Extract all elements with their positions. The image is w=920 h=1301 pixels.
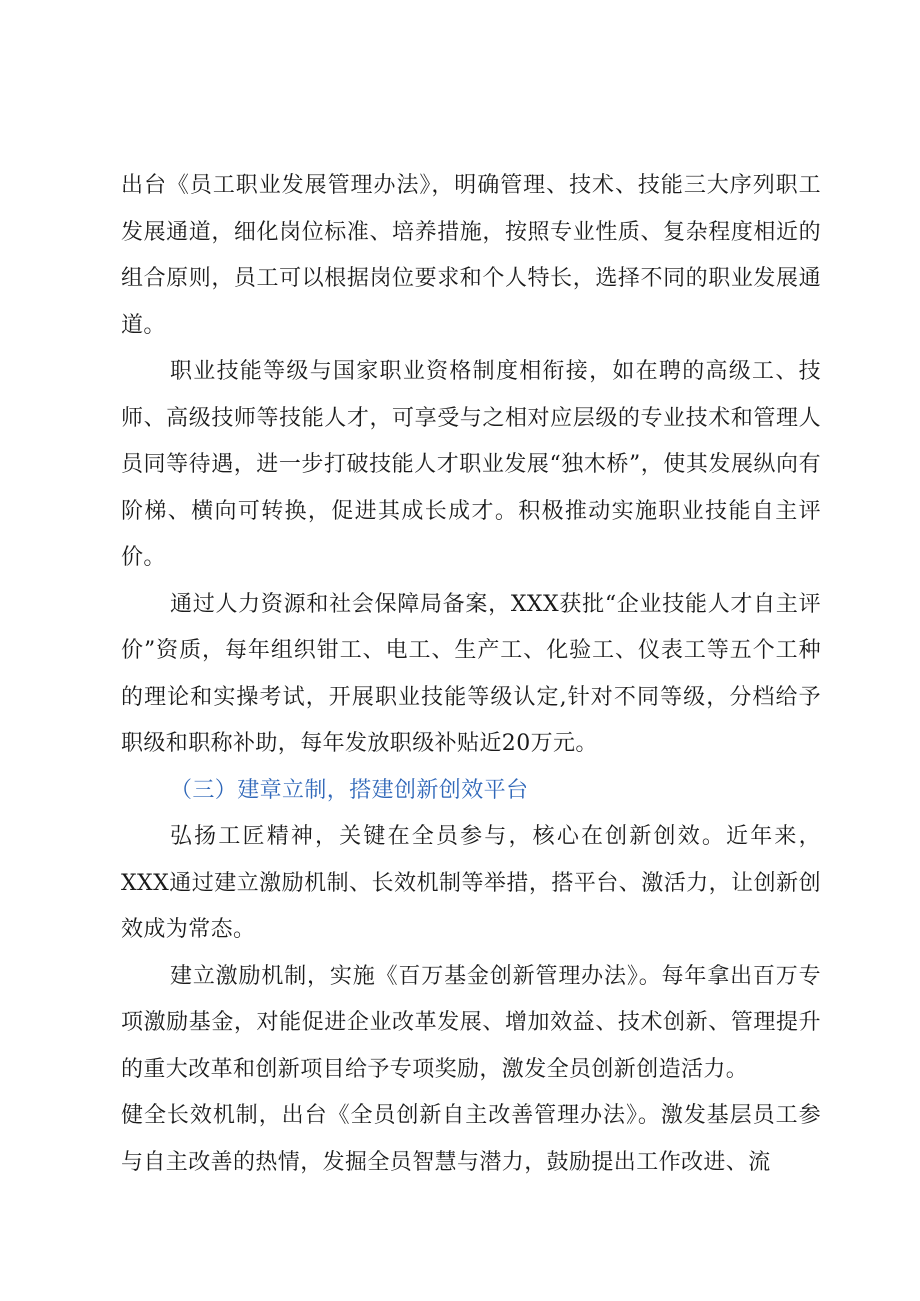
paragraph-career-development-measures: 出台《员工职业发展管理办法》，明确管理、技术、技能三大序列职工发展通道，细化岗位标准、培养措施，按照专业性质、复杂程度相近的组合原则，员工可以根据岗位要求和个人特长，选择不同的职业发展通道。 xyxy=(121,173,821,338)
paragraph-long-term-mechanism: 健全长效机制，出台《全员创新自主改善管理办法》。激发基层员工参与自主改善的热情，发掘全员智慧与潜力，鼓励提出工作改进、流 xyxy=(121,1103,821,1175)
paragraph-incentive-mechanism: 建立激励机制，实施《百万基金创新管理办法》。每年拿出百万专项激励基金，对能促进企业改革发展、增加效益、技术创新、管理提升的重大改革和创新项目给予专项奖励，激发全员创新创造活力。 xyxy=(121,963,821,1082)
paragraph-self-evaluation-qualification: 通过人力资源和社会保障局备案，XXX获批“企业技能人才自主评价”资质，每年组织钳工、电工、生产工、化验工、仪表工等五个工种的理论和实操考试，开展职业技能等级认定,针对不同等级，分档给予职级和职称补助，每年发放职级补贴近20万元。 xyxy=(121,591,821,756)
paragraph-skill-level-linkage: 职业技能等级与国家职业资格制度相衔接，如在聘的高级工、技师、高级技师等技能人才，可享受与之相对应层级的专业技术和管理人员同等待遇，进一步打破技能人才职业发展“独木桥”，使其发展纵向有阶梯、横向可转换，促进其成长成才。积极推动实施职业技能自主评价。 xyxy=(121,359,821,570)
paragraph-craftsman-spirit: 弘扬工匠精神，关键在全员参与，核心在创新创效。近年来，XXX通过建立激励机制、长效机制等举措，搭平台、激活力，让创新创效成为常态。 xyxy=(121,824,821,942)
document-body xyxy=(121,163,821,1186)
section-heading: （三）建章立制，搭建创新创效平台 xyxy=(170,777,529,803)
